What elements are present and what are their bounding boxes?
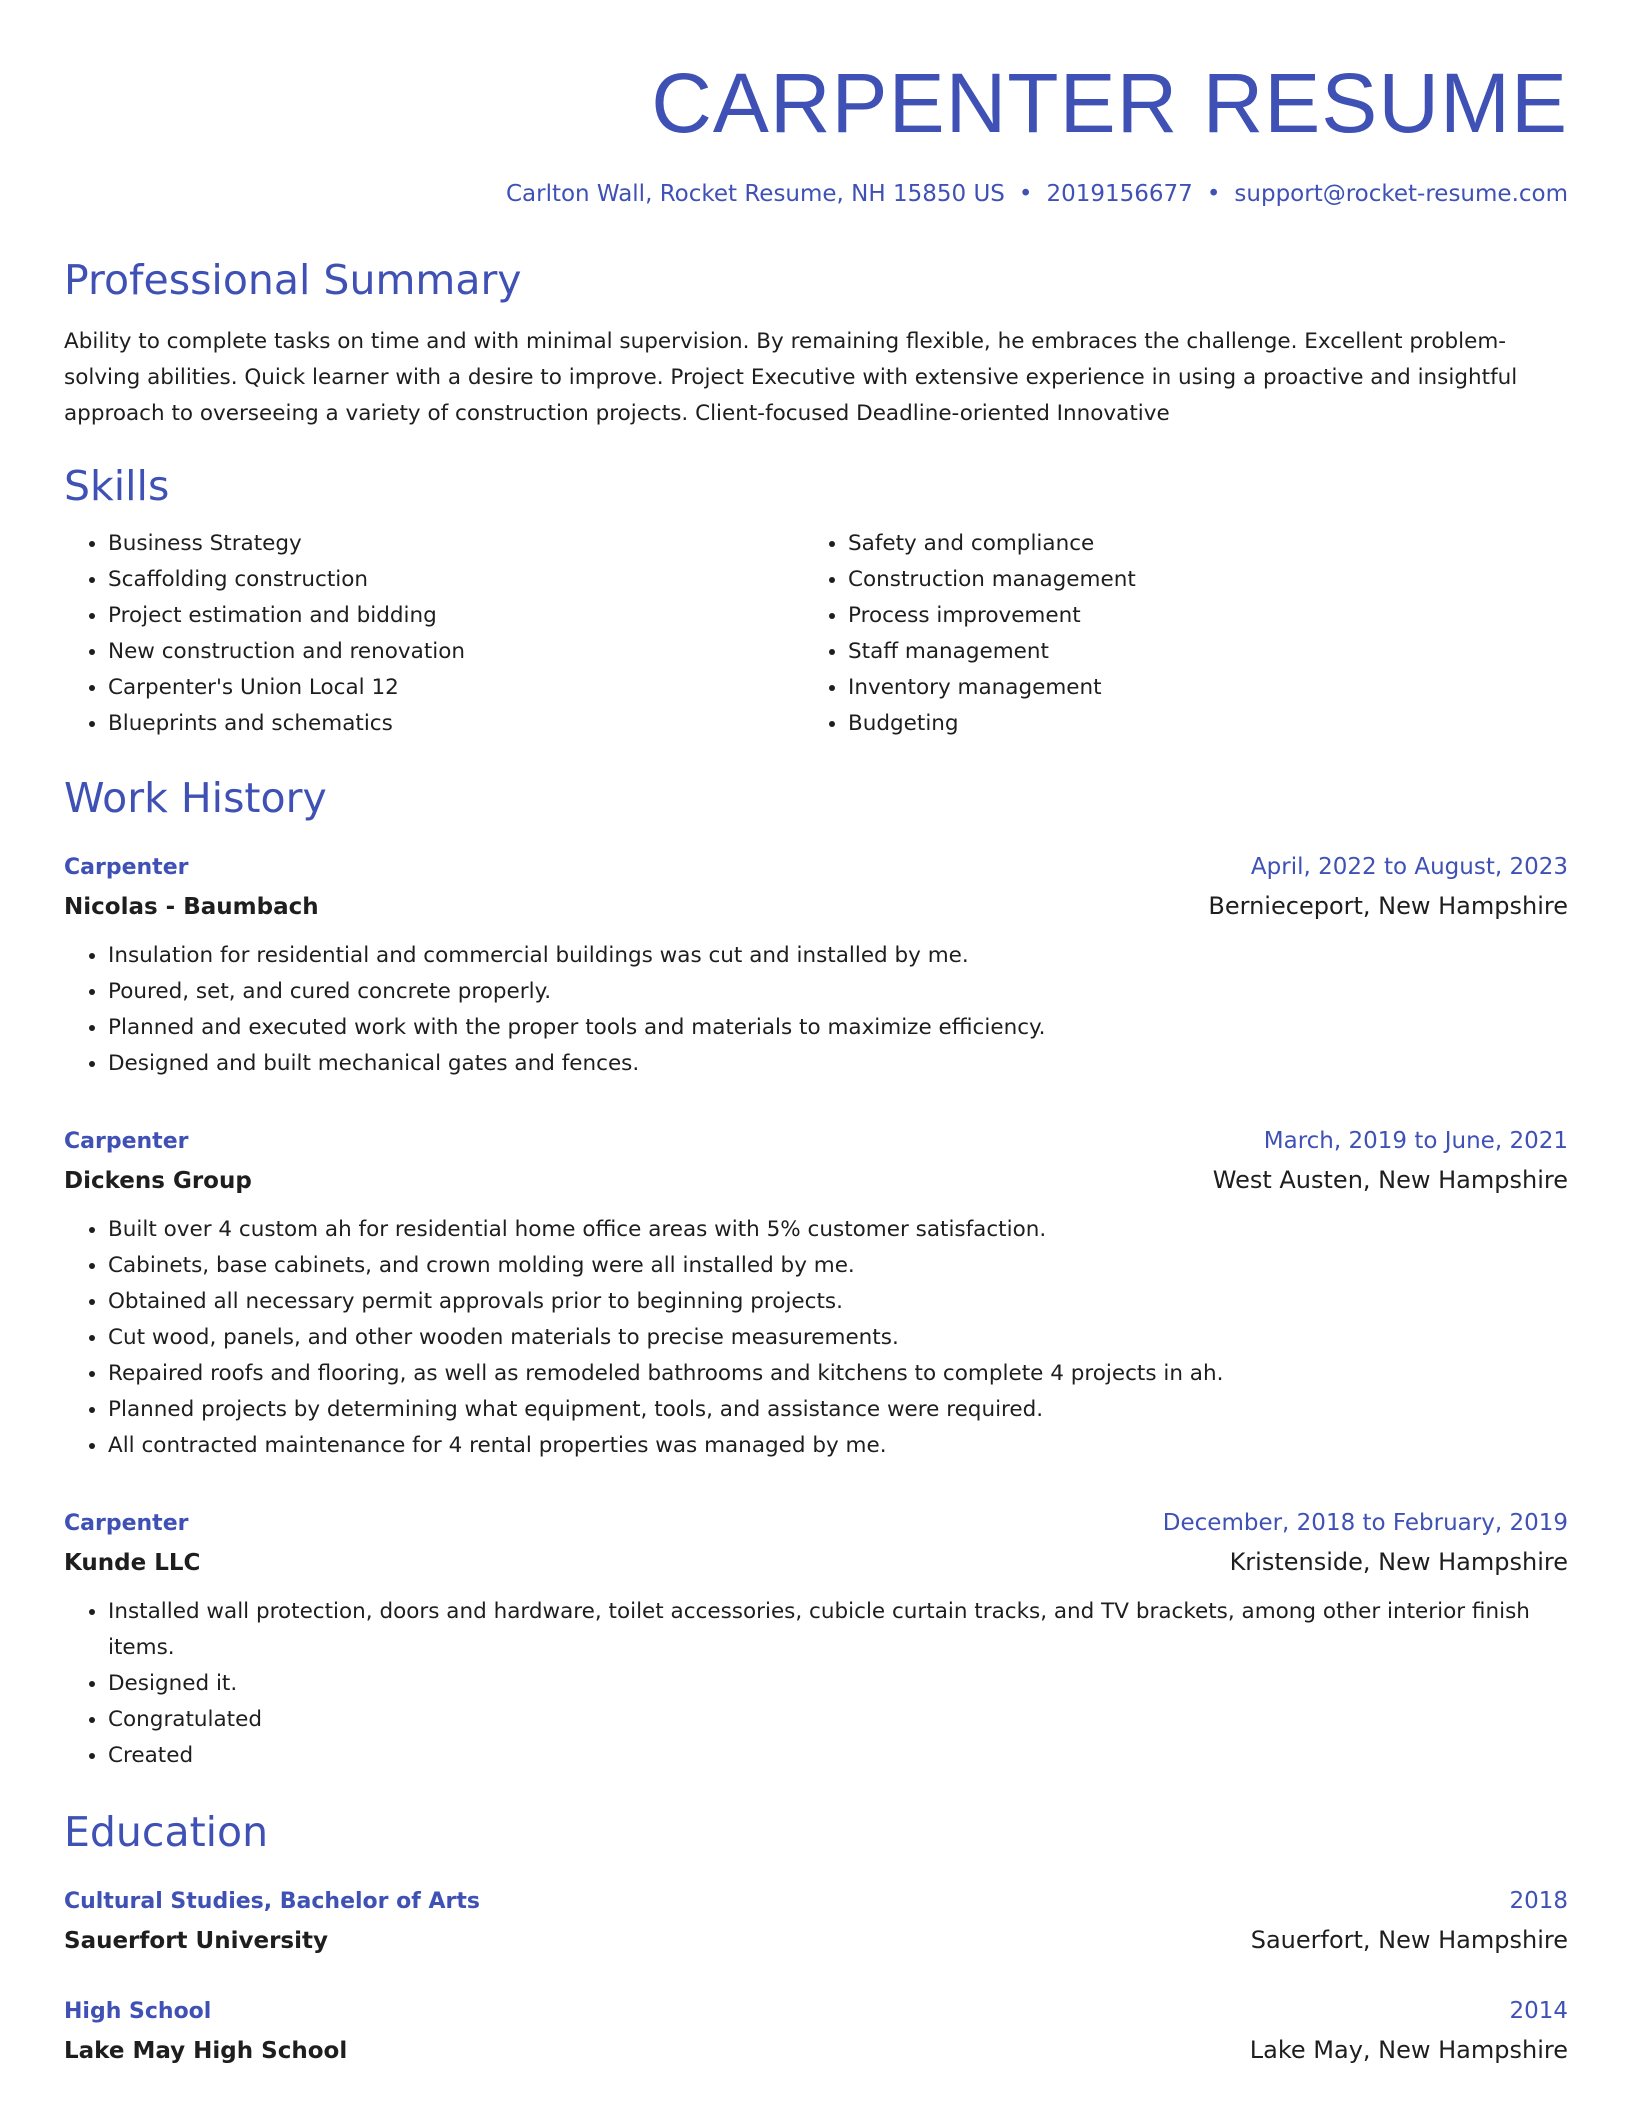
education-section bbox=[64, 1804, 1568, 2070]
job-bullet: • Poured, set, and cured concrete properly. bbox=[108, 974, 1568, 1010]
job-bullet: • Repaired roofs and flooring, as well as remodeled bathrooms and kitchens to complete 4 projects in ah. bbox=[108, 1356, 1568, 1392]
contact-address: Carlton Wall, Rocket Resume, NH 15850 US bbox=[505, 181, 1005, 207]
contact-separator: • bbox=[1018, 181, 1033, 207]
job-bullets bbox=[64, 1212, 1568, 1464]
job-dates: April, 2022 to August, 2023 bbox=[1250, 854, 1568, 880]
skill-item: • Carpenter's Union Local 12 bbox=[108, 670, 804, 706]
skills-list-right bbox=[804, 526, 1564, 742]
skill-item: • Business Strategy bbox=[108, 526, 804, 562]
job-company: Kunde LLC bbox=[64, 1550, 201, 1576]
job-header-row bbox=[64, 848, 1568, 887]
work-history-section bbox=[64, 770, 1568, 1774]
job-entry bbox=[64, 1504, 1568, 1774]
summary-text: Ability to complete tasks on time and with minimal supervision. By remaining flexible, he embraces the challenge. Excellent problem-solving abilities. Quick learner with a desire to improve. Project Executive with extensive experience in using a proactive and insightful approach to overseeing a variety of construction projects. Client-focused Deadline-oriented Innovative bbox=[64, 329, 1518, 426]
work-history-heading: Work History bbox=[64, 774, 327, 822]
job-bullet: • Obtained all necessary permit approvals prior to beginning projects. bbox=[108, 1284, 1568, 1320]
job-entry bbox=[64, 848, 1568, 1082]
job-bullet: • Cabinets, base cabinets, and crown molding were all installed by me. bbox=[108, 1248, 1568, 1284]
education-entry bbox=[64, 1882, 1568, 1960]
education-location: Lake May, New Hampshire bbox=[1249, 2036, 1568, 2064]
education-school-row bbox=[64, 2031, 1568, 2070]
job-header-row bbox=[64, 1122, 1568, 1161]
job-bullet: • Insulation for residential and commercial buildings was cut and installed by me. bbox=[108, 938, 1568, 974]
skills-heading: Skills bbox=[64, 462, 170, 510]
skill-item: • Project estimation and bidding bbox=[108, 598, 804, 634]
professional-summary-section bbox=[64, 252, 1568, 432]
job-org-row bbox=[64, 1543, 1568, 1582]
education-heading: Education bbox=[64, 1808, 269, 1856]
job-location: West Austen, New Hampshire bbox=[1212, 1166, 1568, 1194]
skill-item: • Blueprints and schematics bbox=[108, 706, 804, 742]
education-header-row bbox=[64, 1882, 1568, 1921]
education-degree: High School bbox=[64, 1999, 212, 2024]
resume-title: CARPENTER RESUME bbox=[651, 56, 1568, 150]
education-year: 2014 bbox=[1509, 1998, 1568, 2024]
job-location: Kristenside, New Hampshire bbox=[1229, 1548, 1568, 1576]
skills-list-left bbox=[64, 526, 804, 742]
job-org-row bbox=[64, 887, 1568, 926]
contact-line bbox=[64, 178, 1568, 210]
education-header-row bbox=[64, 1992, 1568, 2031]
job-company: Dickens Group bbox=[64, 1168, 252, 1194]
job-title: Carpenter bbox=[64, 1129, 189, 1154]
contact-separator: • bbox=[1206, 181, 1221, 207]
skill-item: • Process improvement bbox=[848, 598, 1564, 634]
education-location: Sauerfort, New Hampshire bbox=[1250, 1926, 1568, 1954]
contact-phone: 2019156677 bbox=[1046, 181, 1193, 207]
education-school: Sauerfort University bbox=[64, 1928, 328, 1954]
skills-grid bbox=[64, 526, 1568, 742]
job-bullets bbox=[64, 938, 1568, 1082]
skills-section bbox=[64, 458, 1568, 742]
job-bullet: • Built over 4 custom ah for residential home office areas with 5% customer satisfaction. bbox=[108, 1212, 1568, 1248]
contact-email: support@rocket-resume.com bbox=[1234, 181, 1568, 207]
education-degree: Cultural Studies, Bachelor of Arts bbox=[64, 1889, 481, 1914]
job-org-row bbox=[64, 1161, 1568, 1200]
job-title: Carpenter bbox=[64, 855, 189, 880]
job-company: Nicolas - Baumbach bbox=[64, 894, 319, 920]
job-bullet: • Planned projects by determining what equipment, tools, and assistance were required. bbox=[108, 1392, 1568, 1428]
skill-item: • Staff management bbox=[848, 634, 1564, 670]
education-year: 2018 bbox=[1509, 1888, 1568, 1914]
job-bullet: • Cut wood, panels, and other wooden materials to precise measurements. bbox=[108, 1320, 1568, 1356]
skill-item: • Scaffolding construction bbox=[108, 562, 804, 598]
job-bullets bbox=[64, 1594, 1568, 1774]
job-bullet: • All contracted maintenance for 4 rental properties was managed by me. bbox=[108, 1428, 1568, 1464]
job-dates: December, 2018 to February, 2019 bbox=[1162, 1510, 1568, 1536]
job-bullet: • Installed wall protection, doors and hardware, toilet accessories, cubicle curtain tracks, and TV brackets, among other interior finish items. bbox=[108, 1594, 1568, 1666]
summary-heading: Professional Summary bbox=[64, 256, 522, 304]
education-entry bbox=[64, 1992, 1568, 2070]
job-bullet: • Designed it. bbox=[108, 1666, 1568, 1702]
education-school: Lake May High School bbox=[64, 2038, 348, 2064]
job-bullet: • Created bbox=[108, 1738, 1568, 1774]
job-dates: March, 2019 to June, 2021 bbox=[1263, 1128, 1568, 1154]
skill-item: • Inventory management bbox=[848, 670, 1564, 706]
skill-item: • New construction and renovation bbox=[108, 634, 804, 670]
job-bullet: • Congratulated bbox=[108, 1702, 1568, 1738]
skill-item: • Construction management bbox=[848, 562, 1564, 598]
skill-item: • Budgeting bbox=[848, 706, 1564, 742]
job-location: Bernieceport, New Hampshire bbox=[1208, 892, 1568, 920]
job-title: Carpenter bbox=[64, 1511, 189, 1536]
job-bullet: • Designed and built mechanical gates and fences. bbox=[108, 1046, 1568, 1082]
skill-item: • Safety and compliance bbox=[848, 526, 1564, 562]
job-entry bbox=[64, 1122, 1568, 1464]
education-school-row bbox=[64, 1921, 1568, 1960]
job-bullet: • Planned and executed work with the proper tools and materials to maximize efficiency. bbox=[108, 1010, 1568, 1046]
job-header-row bbox=[64, 1504, 1568, 1543]
